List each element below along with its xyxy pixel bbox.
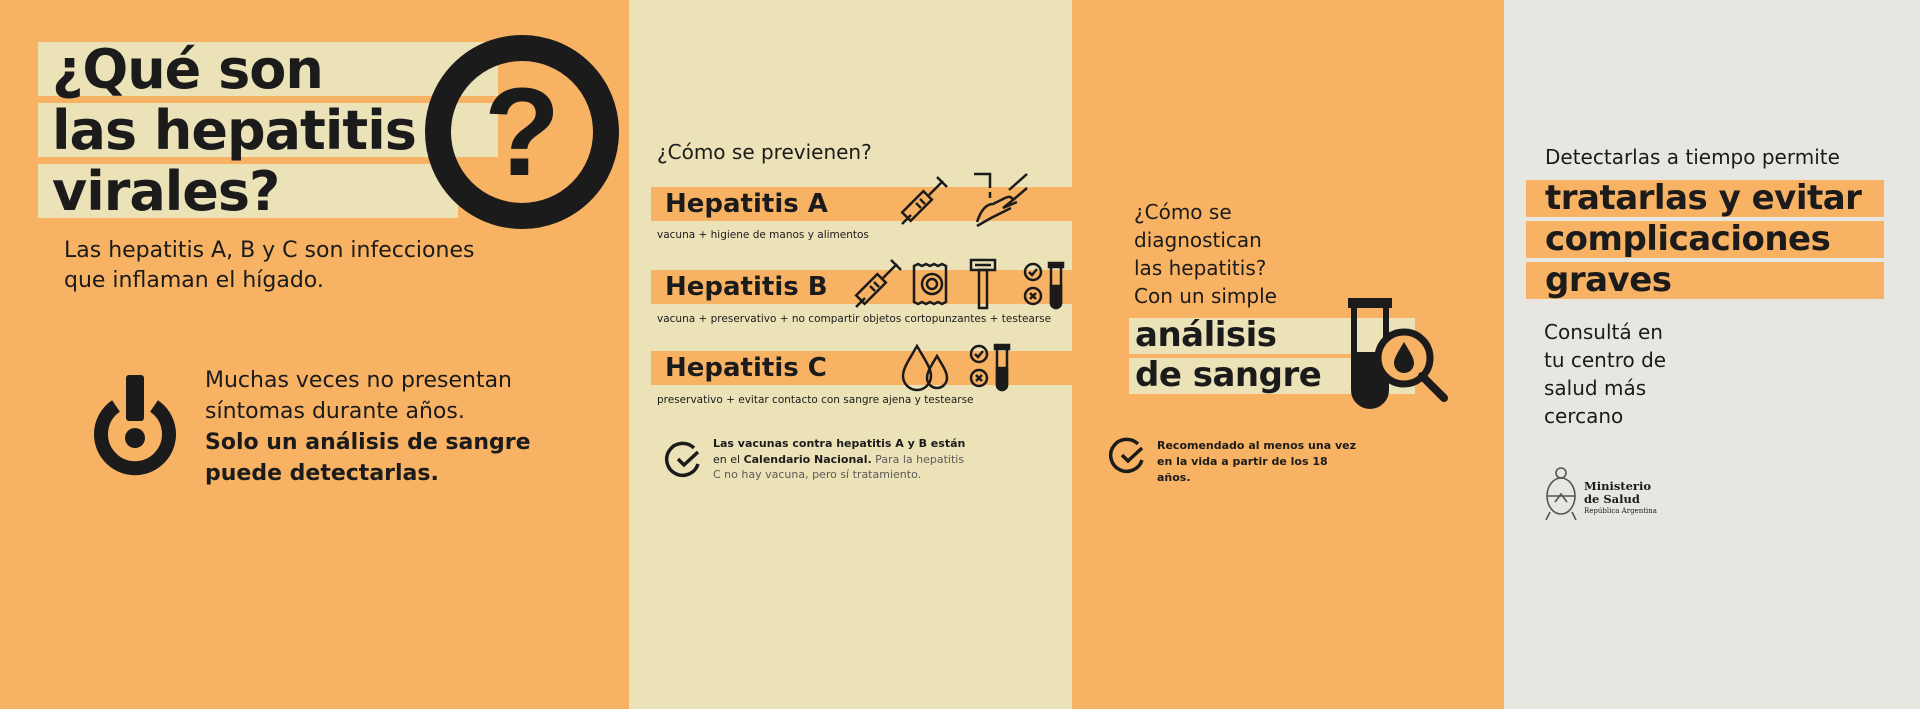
ministry-logo-text: Ministerio de Salud República Argentina xyxy=(1584,479,1657,515)
razor-icon xyxy=(969,258,997,310)
check-refresh-icon xyxy=(1108,436,1150,474)
panel-diagnosis xyxy=(1072,0,1504,709)
prevention-heading: ¿Cómo se previenen? xyxy=(657,140,872,164)
treatment-line-1: tratarlas y evitar xyxy=(1545,178,1862,218)
panel-treatment xyxy=(1504,0,1920,709)
panel-what-are-hepatitis xyxy=(0,0,629,709)
panel-prevention xyxy=(629,0,1072,709)
test-icon xyxy=(1023,260,1067,312)
intro-text: Las hepatitis A, B y C son infecciones que inflaman el hígado. xyxy=(64,238,475,293)
blood-drops-icon xyxy=(899,342,953,396)
title-line-3: virales? xyxy=(52,160,280,223)
question-mark-icon xyxy=(425,35,620,230)
alert-icon xyxy=(88,372,182,482)
svg-text:?: ? xyxy=(483,63,561,202)
syringe-icon xyxy=(853,258,903,310)
treatment-lead: Detectarlas a tiempo permite xyxy=(1545,145,1840,169)
blood-test-magnifier-icon xyxy=(1344,296,1454,412)
vaccine-note: Las vacunas contra hepatitis A y B están en el Calendario Nacional. Para la hepatitis C no hay vacuna, pero sí tratamiento. xyxy=(713,437,966,481)
hepatitis-b-desc: vacuna + preservativo + no compartir objetos cortopunzantes + testearse xyxy=(657,313,1052,325)
hepatitis-a-title: Hepatitis A xyxy=(665,189,828,219)
ministry-seal-icon xyxy=(1544,466,1578,522)
symptoms-note: Muchas veces no presentan síntomas durante años. Solo un análisis de sangre puede detectarlas. xyxy=(205,368,531,486)
hepatitis-c-desc: preservativo + evitar contacto con sangre ajena y testearse xyxy=(657,394,974,406)
test-icon xyxy=(969,342,1013,394)
analysis-line-2: de sangre xyxy=(1135,355,1322,395)
analysis-line-1: análisis xyxy=(1135,315,1277,355)
title-line-2: las hepatitis xyxy=(52,99,416,162)
recommendation-text: Recomendado al menos una vez en la vida a partir de los 18 años. xyxy=(1157,439,1356,484)
treatment-line-3: graves xyxy=(1545,260,1672,300)
hepatitis-a-desc: vacuna + higiene de manos y alimentos xyxy=(657,229,869,241)
diagnosis-question: ¿Cómo se diagnostican las hepatitis? Con un simple xyxy=(1134,200,1277,308)
hepatitis-b-title: Hepatitis B xyxy=(665,272,828,302)
treatment-line-2: complicaciones xyxy=(1545,219,1831,259)
consult-text: Consultá en tu centro de salud más cercano xyxy=(1544,320,1667,428)
hepatitis-c-title: Hepatitis C xyxy=(665,353,827,383)
title-line-1: ¿Qué son xyxy=(52,38,323,101)
check-refresh-icon xyxy=(664,440,706,478)
hand-washing-icon xyxy=(971,170,1029,232)
syringe-icon xyxy=(899,175,949,227)
condom-icon xyxy=(912,262,952,306)
